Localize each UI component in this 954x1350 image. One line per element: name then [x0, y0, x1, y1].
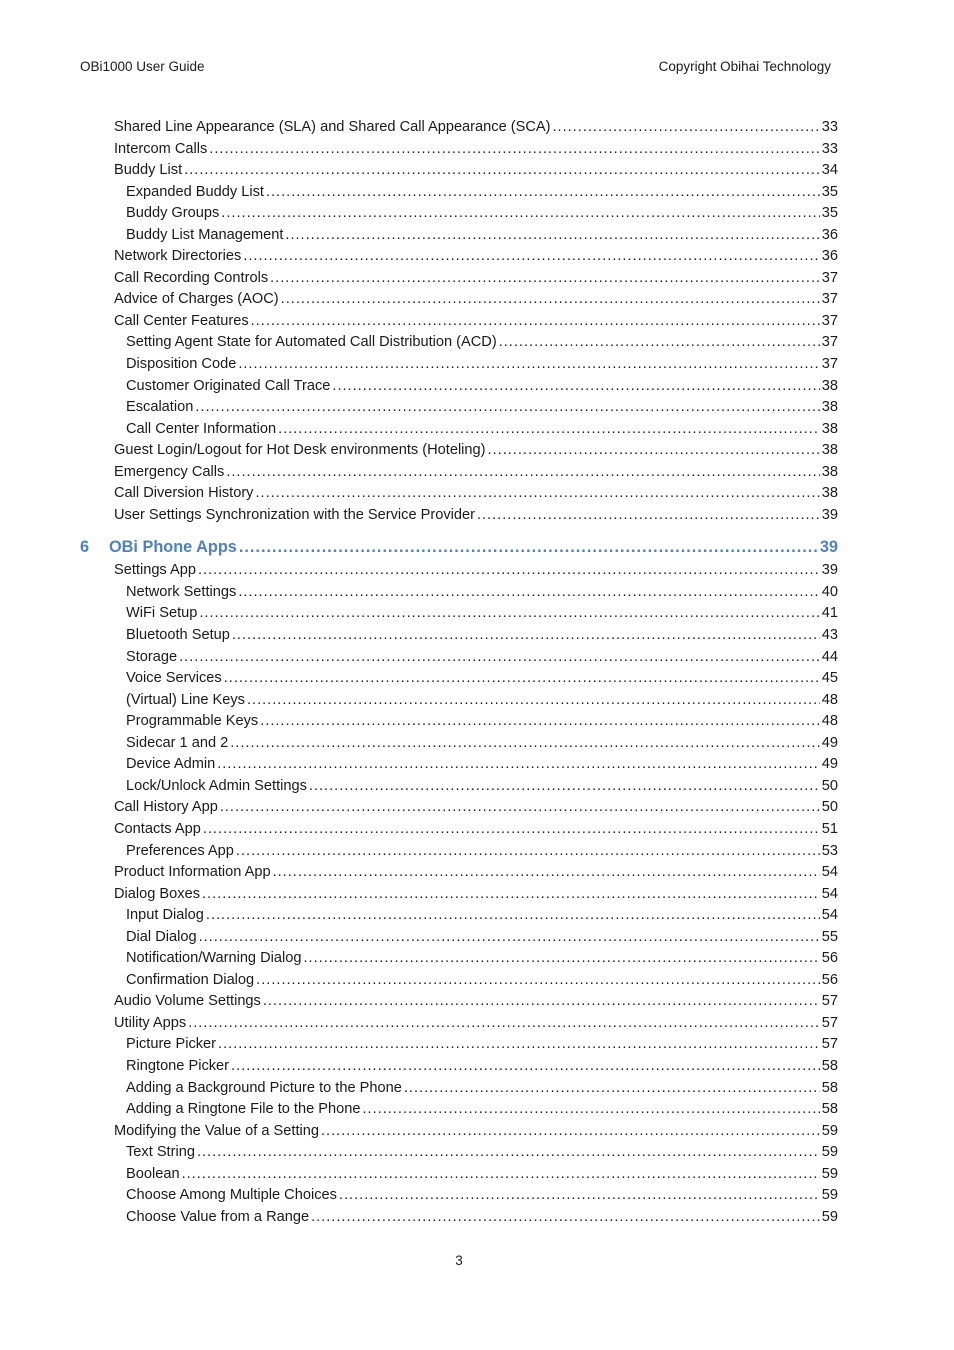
- toc-subsection-entry[interactable]: [80, 690, 838, 712]
- toc-entry-title: Ringtone Picker: [126, 1057, 230, 1074]
- dot-leader: [209, 139, 820, 161]
- toc-entry-page: 39: [821, 506, 838, 523]
- toc-entry-title: Dialog Boxes: [114, 885, 200, 902]
- dot-leader: [179, 647, 820, 669]
- toc-entry-page: 41: [821, 605, 838, 622]
- toc-entry-title: Network Settings: [126, 583, 237, 600]
- toc-subsection-entry[interactable]: [80, 711, 838, 733]
- dot-leader: [270, 268, 820, 290]
- toc-subsection-entry[interactable]: [80, 1207, 838, 1229]
- toc-entry-title: Customer Originated Call Trace: [126, 377, 331, 394]
- toc-entry-title: Programmable Keys: [126, 713, 259, 730]
- dot-leader: [203, 819, 820, 841]
- toc-subsection-entry[interactable]: [80, 754, 838, 776]
- toc-section-entry[interactable]: [80, 246, 838, 268]
- dot-leader: [232, 625, 820, 647]
- toc-entry-page: 58: [821, 1101, 838, 1118]
- toc-subsection-entry[interactable]: [80, 948, 838, 970]
- toc-entry-title: Bluetooth Setup: [126, 627, 230, 644]
- toc-subsection-entry[interactable]: [80, 970, 838, 992]
- toc-section-entry[interactable]: [80, 560, 838, 582]
- toc-entry-page: 37: [821, 269, 838, 286]
- toc-entry-title: Input Dialog: [126, 907, 204, 924]
- toc-entry-title: User Settings Synchronization with the Service Provider: [114, 506, 475, 523]
- toc-section-entry[interactable]: [80, 462, 838, 484]
- toc-entry-title: Confirmation Dialog: [126, 971, 255, 988]
- toc-entry-title: Adding a Ringtone File to the Phone: [126, 1101, 361, 1118]
- toc-entry-title: Choose Among Multiple Choices: [126, 1187, 337, 1204]
- toc-entry-title: Advice of Charges (AOC): [114, 291, 279, 308]
- toc-entry-title: Call Recording Controls: [114, 269, 269, 286]
- toc-entry-page: 36: [821, 248, 838, 265]
- toc-entry-page: 38: [821, 463, 838, 480]
- toc-subsection-entry[interactable]: [80, 1078, 838, 1100]
- dot-leader: [266, 182, 820, 204]
- toc-section-entry[interactable]: [80, 289, 838, 311]
- toc-subsection-entry[interactable]: [80, 733, 838, 755]
- dot-leader: [488, 440, 820, 462]
- dot-leader: [311, 1207, 820, 1229]
- toc-entry-page: 39: [819, 538, 838, 557]
- toc-entry-title: Choose Value from a Range: [126, 1208, 310, 1225]
- toc-section-entry[interactable]: [80, 819, 838, 841]
- dot-leader: [239, 535, 818, 559]
- toc-entry-page: 44: [821, 648, 838, 665]
- toc-entry-page: 58: [821, 1079, 838, 1096]
- toc-subsection-entry[interactable]: [80, 1099, 838, 1121]
- toc-entry-title: Notification/Warning Dialog: [126, 950, 302, 967]
- toc-section-entry[interactable]: [80, 1121, 838, 1143]
- dot-leader: [281, 289, 820, 311]
- toc-entry-page: 55: [821, 928, 838, 945]
- toc-section-entry[interactable]: [80, 862, 838, 884]
- dot-leader: [362, 1099, 819, 1121]
- dot-leader: [303, 948, 819, 970]
- toc-entry-page: 54: [821, 907, 838, 924]
- toc-entry-title: Emergency Calls: [114, 463, 225, 480]
- toc-entry-page: 56: [821, 971, 838, 988]
- toc-entry-page: 54: [821, 864, 838, 881]
- dot-leader: [221, 203, 819, 225]
- toc-entry-page: 38: [821, 442, 838, 459]
- dot-leader: [195, 397, 819, 419]
- toc-subsection-entry[interactable]: [80, 1056, 838, 1078]
- toc-section-entry[interactable]: [80, 505, 838, 527]
- toc-entry-page: 48: [821, 713, 838, 730]
- dot-leader: [499, 332, 820, 354]
- dot-leader: [251, 311, 820, 333]
- toc-subsection-entry[interactable]: [80, 905, 838, 927]
- page-header: [80, 59, 831, 79]
- page-number: 3: [455, 1253, 463, 1268]
- toc-entry-page: 57: [821, 1036, 838, 1053]
- toc-subsection-entry[interactable]: [80, 1142, 838, 1164]
- toc-entry-page: 50: [821, 799, 838, 816]
- toc-entry-page: 49: [821, 734, 838, 751]
- toc-entry-title: Contacts App: [114, 820, 201, 837]
- toc-entry-page: 59: [821, 1187, 838, 1204]
- toc-entry-page: 37: [821, 291, 838, 308]
- dot-leader: [236, 841, 820, 863]
- dot-leader: [199, 927, 820, 949]
- dot-leader: [309, 776, 820, 798]
- dot-leader: [224, 668, 820, 690]
- toc-section-entry[interactable]: [80, 483, 838, 505]
- toc-section-entry[interactable]: [80, 117, 838, 139]
- toc-entry-title: Buddy Groups: [126, 205, 220, 222]
- toc-entry-title: Expanded Buddy List: [126, 183, 264, 200]
- toc-entry-page: 59: [821, 1165, 838, 1182]
- toc-entry-page: 49: [821, 756, 838, 773]
- dot-leader: [231, 1056, 820, 1078]
- toc-entry-page: 33: [821, 119, 838, 135]
- toc-entry-page: 54: [821, 885, 838, 902]
- toc-section-entry[interactable]: [80, 440, 838, 462]
- toc-entry-page: 39: [821, 562, 838, 579]
- toc-subsection-entry[interactable]: [80, 182, 838, 204]
- dot-leader: [206, 905, 820, 927]
- toc-entry-title: Call Center Information: [126, 420, 277, 437]
- toc-chapter-entry[interactable]: [80, 535, 838, 559]
- toc-entry-page: 40: [821, 583, 838, 600]
- toc-entry-page: 57: [821, 993, 838, 1010]
- dot-leader: [220, 797, 820, 819]
- toc-entry-page: 35: [821, 183, 838, 200]
- toc-subsection-entry[interactable]: [80, 332, 838, 354]
- toc-entry-title: OBi Phone Apps: [109, 538, 237, 557]
- toc-subsection-entry[interactable]: [80, 225, 838, 247]
- toc-entry-page: 34: [821, 162, 838, 179]
- dot-leader: [321, 1121, 820, 1143]
- toc-entry-title: Escalation: [126, 399, 194, 416]
- toc-entry-page: 38: [821, 399, 838, 416]
- toc-entry-title: Boolean: [126, 1165, 180, 1182]
- toc-entry-title: Call History App: [114, 799, 218, 816]
- toc-entry-title: Picture Picker: [126, 1036, 217, 1053]
- dot-leader: [285, 225, 819, 247]
- toc-entry-page: 59: [821, 1122, 838, 1139]
- copyright-notice: Copyright Obihai Technology: [658, 59, 831, 74]
- dot-leader: [226, 462, 819, 484]
- toc-entry-page: 53: [821, 842, 838, 859]
- toc-entry-title: Buddy List Management: [126, 226, 284, 243]
- dot-leader: [199, 603, 819, 625]
- toc-subsection-entry[interactable]: [80, 776, 838, 798]
- toc-subsection-entry[interactable]: [80, 376, 838, 398]
- dot-leader: [273, 862, 820, 884]
- toc-entry-title: Guest Login/Logout for Hot Desk environments (Hoteling): [114, 442, 486, 459]
- toc-entry-title: Dial Dialog: [126, 928, 197, 945]
- toc-subsection-entry[interactable]: [80, 203, 838, 225]
- toc-section-entry[interactable]: [80, 268, 838, 290]
- toc-entry-title: Call Diversion History: [114, 485, 254, 502]
- toc-entry-title: Setting Agent State for Automated Call Distribution (ACD): [126, 334, 497, 351]
- toc-subsection-entry[interactable]: [80, 397, 838, 419]
- toc-section-entry[interactable]: [80, 884, 838, 906]
- toc-section-entry[interactable]: [80, 797, 838, 819]
- toc-subsection-entry[interactable]: [80, 354, 838, 376]
- toc-entry-title: Call Center Features: [114, 312, 249, 329]
- dot-leader: [217, 754, 820, 776]
- toc-entry-title: (Virtual) Line Keys: [126, 691, 245, 708]
- toc-entry-title: WiFi Setup: [126, 605, 198, 622]
- toc-entry-title: Buddy List: [114, 162, 183, 179]
- toc-subsection-entry[interactable]: [80, 927, 838, 949]
- toc-entry-title: Utility Apps: [114, 1014, 187, 1031]
- toc-entry-page: 43: [821, 627, 838, 644]
- toc-entry-title: Adding a Background Picture to the Phone: [126, 1079, 402, 1096]
- dot-leader: [197, 1142, 820, 1164]
- toc-entry-page: 38: [821, 420, 838, 437]
- toc-entry-page: 37: [821, 312, 838, 329]
- toc-entry-page: 48: [821, 691, 838, 708]
- toc-entry-page: 45: [821, 670, 838, 687]
- dot-leader: [198, 560, 820, 582]
- toc-entry-title: Shared Line Appearance (SLA) and Shared Call Appearance (SCA): [114, 119, 551, 135]
- dot-leader: [255, 483, 819, 505]
- toc-entry-page: 59: [821, 1208, 838, 1225]
- toc-entry-page: 33: [821, 140, 838, 157]
- toc-entry-title: Disposition Code: [126, 356, 237, 373]
- document-title: OBi1000 User Guide: [80, 59, 205, 74]
- toc-subsection-entry[interactable]: [80, 841, 838, 863]
- dot-leader: [238, 354, 819, 376]
- toc-subsection-entry[interactable]: [80, 1164, 838, 1186]
- toc-section-entry[interactable]: [80, 160, 838, 182]
- toc-entry-title: Network Directories: [114, 248, 242, 265]
- toc-section-entry[interactable]: [80, 311, 838, 333]
- toc-entry-title: Text String: [126, 1144, 195, 1161]
- dot-leader: [188, 1013, 820, 1035]
- toc-entry-page: 50: [821, 777, 838, 794]
- toc-entry-page: 37: [821, 334, 838, 351]
- dot-leader: [256, 970, 820, 992]
- dot-leader: [263, 991, 820, 1013]
- toc-entry-page: 37: [821, 356, 838, 373]
- dot-leader: [202, 884, 820, 906]
- toc-subsection-entry[interactable]: [80, 419, 838, 441]
- dot-leader: [552, 117, 819, 139]
- dot-leader: [278, 419, 820, 441]
- toc-section-entry[interactable]: [80, 1013, 838, 1035]
- table-of-contents: [80, 117, 838, 1228]
- toc-entry-title: Settings App: [114, 562, 196, 579]
- dot-leader: [218, 1034, 820, 1056]
- toc-entry-page: 58: [821, 1057, 838, 1074]
- toc-subsection-entry[interactable]: [80, 1034, 838, 1056]
- dot-leader: [332, 376, 819, 398]
- toc-entry-page: 36: [821, 226, 838, 243]
- dot-leader: [404, 1078, 820, 1100]
- toc-subsection-entry[interactable]: [80, 625, 838, 647]
- toc-section-entry[interactable]: [80, 139, 838, 161]
- toc-entry-page: 51: [821, 820, 838, 837]
- toc-entry-page: 59: [821, 1144, 838, 1161]
- toc-subsection-entry[interactable]: [80, 1185, 838, 1207]
- toc-entry-page: 38: [821, 377, 838, 394]
- dot-leader: [339, 1185, 820, 1207]
- dot-leader: [184, 160, 820, 182]
- toc-section-entry[interactable]: [80, 991, 838, 1013]
- chapter-number: 6: [80, 538, 90, 557]
- dot-leader: [230, 733, 820, 755]
- dot-leader: [238, 582, 819, 604]
- toc-entry-page: 57: [821, 1014, 838, 1031]
- toc-entry-title: Voice Services: [126, 670, 222, 687]
- toc-entry-title: Intercom Calls: [114, 140, 208, 157]
- toc-entry-title: Preferences App: [126, 842, 234, 859]
- toc-entry-page: 38: [821, 485, 838, 502]
- toc-entry-title: Modifying the Value of a Setting: [114, 1122, 319, 1139]
- dot-leader: [247, 690, 820, 712]
- toc-entry-page: 35: [821, 205, 838, 222]
- toc-subsection-entry[interactable]: [80, 668, 838, 690]
- toc-subsection-entry[interactable]: [80, 647, 838, 669]
- toc-entry-title: Audio Volume Settings: [114, 993, 261, 1010]
- dot-leader: [477, 505, 820, 527]
- dot-leader: [182, 1164, 820, 1186]
- toc-entry-page: 56: [821, 950, 838, 967]
- toc-entry-title: Lock/Unlock Admin Settings: [126, 777, 307, 794]
- toc-subsection-entry[interactable]: [80, 582, 838, 604]
- dot-leader: [260, 711, 820, 733]
- dot-leader: [243, 246, 819, 268]
- toc-entry-title: Sidecar 1 and 2: [126, 734, 229, 751]
- toc-entry-title: Storage: [126, 648, 178, 665]
- toc-entry-title: Device Admin: [126, 756, 216, 773]
- toc-entry-title: Product Information App: [114, 864, 271, 881]
- toc-subsection-entry[interactable]: [80, 603, 838, 625]
